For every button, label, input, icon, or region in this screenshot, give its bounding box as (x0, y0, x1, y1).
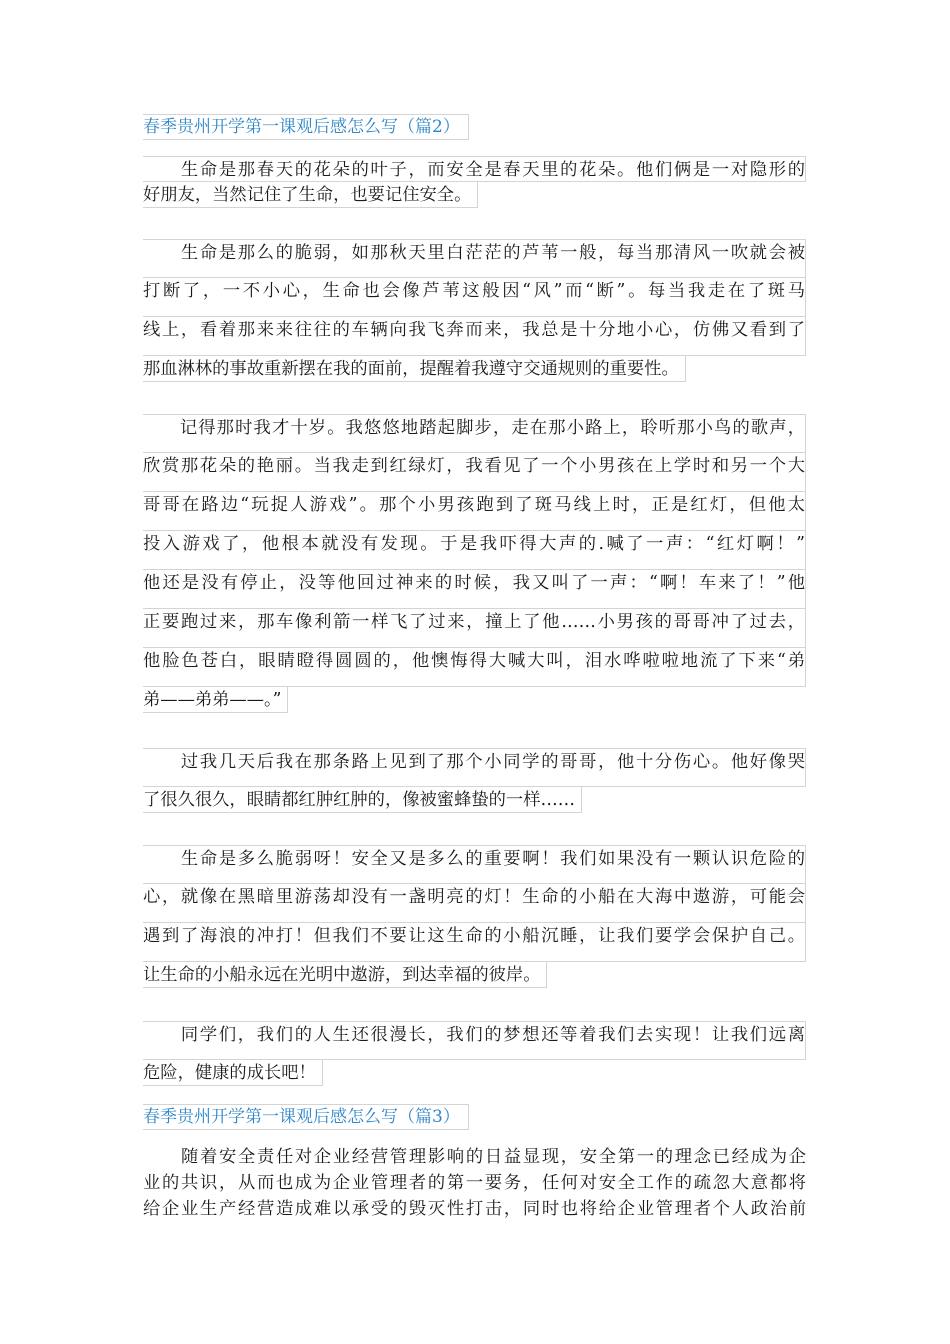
para-line: 生命是那么的脆弱，如那秋天里白茫茫的芦苇一般，每当那清风一吹就会被 (143, 239, 806, 278)
para-line: 他脸色苍白，眼睛瞪得圆圆的，他懊悔得大喊大叫，泪水哗啦啦地流了下来“弟 (143, 648, 806, 687)
para-line: 那血淋林的事故重新摆在我的面前，提醒着我遵守交通规则的重要性。 (143, 356, 686, 382)
paragraph-7 (143, 1144, 806, 1222)
paragraph-2 (143, 239, 806, 382)
paragraph-6 (143, 1021, 806, 1086)
para-line: 哥哥在路边“玩捉人游戏”。那个小男孩跑到了斑马线上时，正是红灯，但他太 (143, 492, 806, 531)
para-line: 生命是多么脆弱呀！安全又是多么的重要啊！我们如果没有一颗认识危险的 (143, 845, 806, 884)
para-line: 正要跑过来，那车像利箭一样飞了过来，撞上了他……小男孩的哥哥冲了过去， (143, 609, 806, 648)
paragraph-4 (143, 748, 806, 813)
para-line: 让生命的小船永远在光明中遨游，到达幸福的彼岸。 (143, 962, 547, 988)
para-line: 生命是那春天的花朵的叶子，而安全是春天里的花朵。他们俩是一对隐形的 (143, 156, 806, 182)
para-line: 他还是没有停止，没等他回过神来的时候，我又叫了一声：“啊！车来了！”他 (143, 570, 806, 609)
para-line: 心，就像在黑暗里游荡却没有一盏明亮的灯！生命的小船在大海中遨游，可能会 (143, 884, 806, 923)
para-line: 同学们，我们的人生还很漫长，我们的梦想还等着我们去实现！让我们远离 (143, 1021, 806, 1060)
para-line: 过我几天后我在那条路上见到了那个小同学的哥哥，他十分伤心。他好像哭 (143, 748, 806, 787)
para-line: 投入游戏了，他根本就没有发现。于是我吓得大声的.喊了一声：“红灯啊！” (143, 531, 806, 570)
para-line: 给企业生产经营造成难以承受的毁灭性打击，同时也将给企业管理者个人政治前 (143, 1199, 806, 1219)
para-line: 业的共识，从而也成为企业管理者的第一要务，任何对安全工作的疏忽大意都将 (143, 1173, 806, 1193)
para-line: 弟——弟弟——。” (143, 687, 288, 713)
para-line: 危险，健康的成长吧！ (143, 1060, 323, 1086)
para-line: 记得那时我才十岁。我悠悠地踏起脚步，走在那小路上，聆听那小鸟的歌声， (143, 414, 806, 453)
para-line: 打断了，一不小心，生命也会像芦苇这般因“风”而“断”。每当我走在了斑马 (143, 278, 806, 317)
paragraph-3 (143, 414, 806, 713)
para-line: 遇到了海浪的冲打！但我们不要让这生命的小船沉睡，让我们要学会保护自己。 (143, 923, 806, 962)
paragraph-5 (143, 845, 806, 988)
section-heading-2: 春季贵州开学第一课观后感怎么写（篇2） (143, 114, 469, 140)
paragraph-1 (143, 156, 806, 208)
para-line: 了很久很久，眼睛都红肿红肿的，像被蜜蜂蛰的一样…… (143, 787, 582, 813)
para-line: 线上，看着那来来往往的车辆向我飞奔而来，我总是十分地小心，仿佛又看到了 (143, 317, 806, 356)
para-line: 欣赏那花朵的艳丽。当我走到红绿灯，我看见了一个小男孩在上学时和另一个大 (143, 453, 806, 492)
para-line: 好朋友，当然记住了生命，也要记住安全。 (143, 182, 478, 208)
section-heading-3: 春季贵州开学第一课观后感怎么写（篇3） (143, 1104, 469, 1130)
para-line: 随着安全责任对企业经营管理影响的日益显现，安全第一的理念已经成为企 (143, 1147, 806, 1167)
